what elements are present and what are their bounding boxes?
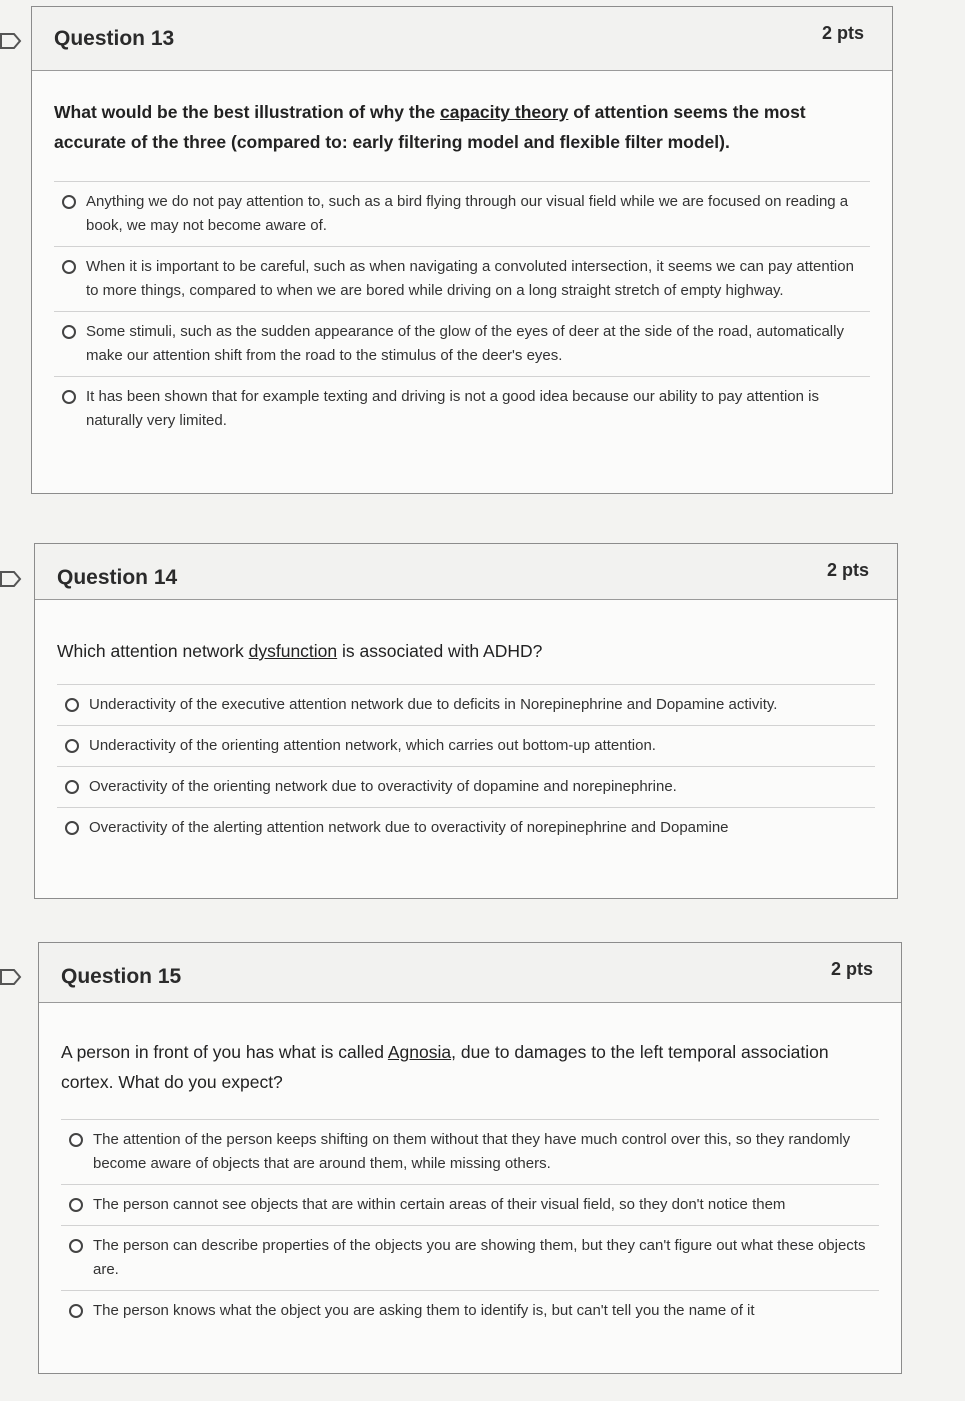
dysfunction-link[interactable]: dysfunction — [248, 641, 338, 661]
radio-button[interactable] — [65, 698, 79, 712]
question-15-answer-2[interactable]: The person cannot see objects that are within certain areas of their visual field, so they don't notice them — [61, 1185, 879, 1226]
question-14-answer-4[interactable]: Overactivity of the alerting attention network due to overactivity of norepinephrine and Dopamine — [57, 808, 875, 848]
question-13-title: Question 13 — [54, 27, 175, 50]
question-14-answer-2[interactable]: Underactivity of the orienting attention network, which carries out bottom-up attention. — [57, 726, 875, 767]
question-14-title: Question 14 — [57, 566, 178, 589]
question-13-answer-2[interactable]: When it is important to be careful, such as when navigating a convoluted intersection, it seems we can pay attention to more things, compared to when we are bored while driving on a long straight stretch of empty highway. — [54, 247, 870, 312]
question-14-card — [34, 543, 898, 899]
question-14-points: 2 pts — [826, 560, 869, 580]
radio-button[interactable] — [69, 1198, 83, 1212]
question-15-answer-4[interactable]: The person knows what the object you are asking them to identify is, but can't tell you the name of it — [61, 1291, 879, 1331]
question-13-prompt: What would be the best illustration of why the capacity theory of attention seems the most accurate of the three (compared to: early filtering model and flexible filter model). — [54, 102, 806, 152]
radio-button[interactable] — [69, 1133, 83, 1147]
question-13-header — [32, 7, 892, 71]
radio-button[interactable] — [62, 195, 76, 209]
question-15-header — [39, 943, 901, 1003]
question-15-answer-3[interactable]: The person can describe properties of the objects you are showing them, but they can't figure out what these objects are. — [61, 1226, 879, 1291]
question-15-prompt: A person in front of you has what is called Agnosia, due to damages to the left temporal association cortex. What do you expect? — [61, 1042, 829, 1092]
question-14-answer-3[interactable]: Overactivity of the orienting network due to overactivity of dopamine and norepinephrine. — [57, 767, 875, 808]
question-14-answer-1[interactable]: Underactivity of the executive attention network due to deficits in Norepinephrine and Dopamine activity. — [57, 684, 875, 726]
agnosia-link[interactable]: Agnosia — [387, 1042, 452, 1062]
question-15-card — [38, 942, 902, 1374]
radio-button[interactable] — [62, 260, 76, 274]
radio-button[interactable] — [69, 1239, 83, 1253]
question-13-answer-3[interactable]: Some stimuli, such as the sudden appearance of the glow of the eyes of deer at the side of the road, automatically make our attention shift from the road to the stimulus of the deer's eyes. — [54, 312, 870, 377]
question-14-header — [35, 544, 897, 600]
question-13-points: 2 pts — [821, 23, 864, 43]
radio-button[interactable] — [65, 739, 79, 753]
flag-question-13-icon[interactable] — [0, 32, 22, 50]
question-13-answer-1[interactable]: Anything we do not pay attention to, such as a bird flying through our visual field while we are focused on reading a book, we may not become aware of. — [54, 181, 870, 247]
flag-question-14-icon[interactable] — [0, 570, 22, 588]
question-13-answer-4[interactable]: It has been shown that for example texting and driving is not a good idea because our ability to pay attention is naturally very limited. — [54, 377, 870, 441]
radio-button[interactable] — [69, 1304, 83, 1318]
radio-button[interactable] — [62, 325, 76, 339]
question-14-prompt: Which attention network dysfunction is associated with ADHD? — [57, 641, 543, 661]
question-15-answer-1[interactable]: The attention of the person keeps shifting on them without that they have much control over this, so they randomly become aware of objects that are around them, while missing others. — [61, 1119, 879, 1185]
question-15-title: Question 15 — [61, 965, 182, 988]
flag-question-15-icon[interactable] — [0, 968, 22, 986]
capacity-theory-link[interactable]: capacity theory — [439, 102, 569, 122]
radio-button[interactable] — [65, 821, 79, 835]
radio-button[interactable] — [65, 780, 79, 794]
question-15-points: 2 pts — [830, 959, 873, 979]
radio-button[interactable] — [62, 390, 76, 404]
question-13-card — [31, 6, 893, 494]
